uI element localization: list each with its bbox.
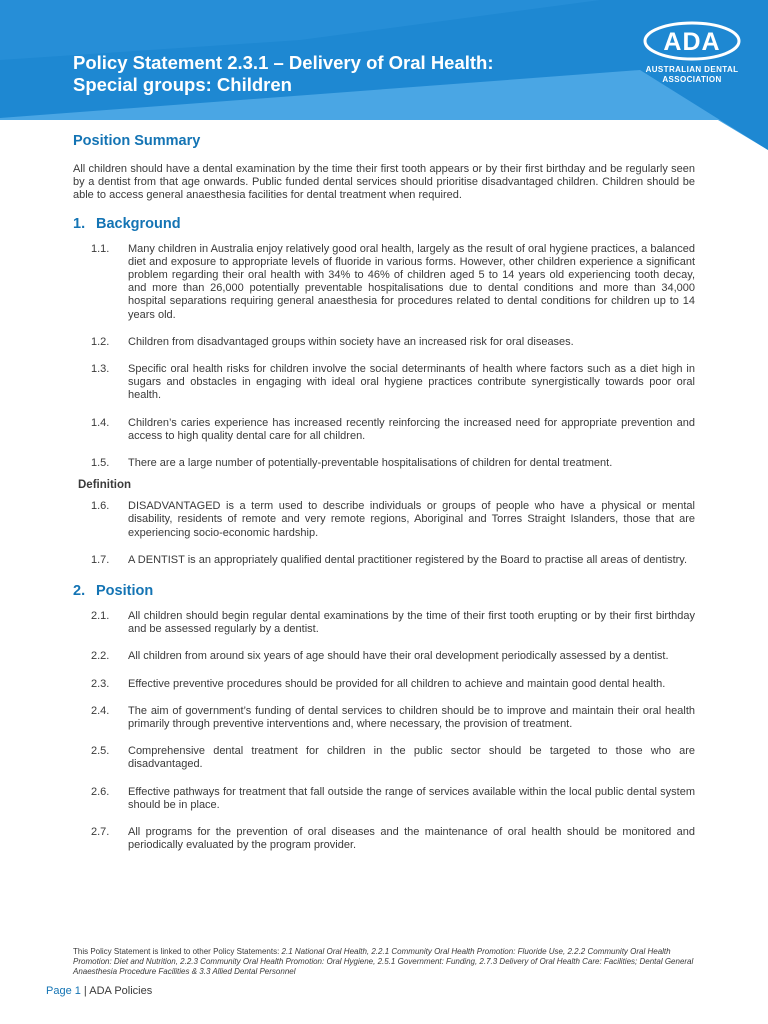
page-title [73,52,494,96]
position-heading [73,581,695,601]
list-item [73,336,695,349]
section-title: Background [96,215,181,232]
definition-heading: Definition [78,479,132,492]
ada-logo [636,20,748,84]
item-number: 2.5. [91,745,110,758]
item-number: 1.5. [91,457,110,470]
item-text: Specific oral health risks for children involve the social determinants of health where factors such as a diet high in sugars and obstacles in engaging with ideal oral hygiene practices contribute synergistically towards poor oral health. [128,363,695,402]
organisation-name-line-1: AUSTRALIAN DENTAL [645,65,739,74]
list-item [73,705,695,731]
list-item [73,650,695,663]
list-item [73,243,695,322]
list-item [73,610,695,636]
footer-separator: | [80,985,90,997]
item-number: 1.7. [91,553,110,566]
item-number: 2.7. [91,826,110,839]
item-number: 2.2. [91,650,110,663]
item-text: All children from around six years of age should have their oral development periodically assessed by a dentist. [128,650,669,663]
item-number: 1.3. [91,363,110,376]
list-item [73,745,695,771]
title-line-1: Policy Statement 2.3.1 – Delivery of Oral Health: [73,52,494,73]
footer-label: ADA Policies [89,985,153,997]
title-line-2: Special groups: Children [73,74,292,95]
item-number: 2.4. [91,704,110,717]
footnote-prefix: This Policy Statement is linked to other Policy Statements: [73,947,282,956]
logo-letters: ADA [663,28,721,56]
list-item [73,826,695,852]
organisation-name [636,65,748,84]
page-number: Page 1 [46,985,81,997]
footnote-linked-policies: 2.1 National Oral Health, 2.2.1 Community Oral Health Promotion: Fluoride Use, 2.2.2 Community Oral Health Promotion: Diet and Nutrition, 2.2.3 Community Oral Health Promotion: Oral Hygiene, 2.5.1 Government: Funding, 2.7.3 Delivery of Oral Health Care: Facilities; Dental General Anaesthesia Procedure Facilities & 3.3 Allied Dental Personnel [73,947,694,976]
item-number: 2.3. [91,677,110,690]
item-text: A DENTIST is an appropriately qualified dental practitioner registered by the Board to practise all areas of dentistry. [128,553,688,566]
background-heading [73,214,695,234]
ada-logo-mark [642,20,742,62]
list-item [73,417,695,443]
item-number: 2.1. [91,610,110,623]
item-text: Children’s caries experience has increased recently reinforcing the increased need for appropriate prevention and access to high quality dental care for all children. [128,416,695,442]
list-item [73,786,695,812]
item-text: Comprehensive dental treatment for children in the public sector should be targeted to those who are disadvantaged. [128,745,695,771]
section-number: 1. [73,215,86,232]
position-summary-text: All children should have a dental examination by the time their first tooth appears or by their first birthday and be regularly seen by a dentist from that age onwards. Public funded dental services should prioritise disadvantaged children. Children should be able to access general anaesthesia facilities for dental treatment when required. [73,163,695,202]
list-item [73,500,695,540]
item-number: 1.2. [91,335,110,348]
item-text: All programs for the prevention of oral diseases and the maintenance of oral health should be monitored and periodically evaluated by the program provider. [128,826,695,852]
list-item [73,363,695,403]
item-number: 2.6. [91,785,110,798]
item-number: 1.4. [91,416,110,429]
organisation-name-line-2: ASSOCIATION [662,74,722,84]
item-text: The aim of government’s funding of dental services to children should be to improve and maintain their oral health primarily through preventive interventions and, where necessary, the provision of treatment. [128,704,695,731]
section-number: 2. [73,583,86,600]
position-summary-heading: Position Summary [73,133,201,149]
item-number: 1.1. [91,242,110,255]
section-title: Position [96,583,154,600]
list-item [73,554,695,567]
linked-policies-footnote [73,947,698,977]
item-text: Children from disadvantaged groups within society have an increased risk for oral diseases. [128,335,574,348]
page-footer [46,985,152,997]
item-text: Effective pathways for treatment that fall outside the range of services available within the local public dental system should be in place. [128,785,695,811]
item-text: Effective preventive procedures should be provided for all children to achieve and maintain good dental health. [128,677,666,690]
list-item [73,457,695,470]
item-text: Many children in Australia enjoy relatively good oral health, largely as the result of oral hygiene practices, a balanced diet and exposure to appropriate levels of fluoride in various forms. However, other children experience a significant problem regarding their oral health with 34% to 46% of children aged 5 to 14 years old experiencing tooth decay, and more than 26,000 potentially preventable hospitalisations due to dental conditions and more than 34,000 hospital separations requiring general anaesthesia for procedures related to dental conditions for children up to 14 years old. [128,242,695,321]
item-text: There are a large number of potentially-preventable hospitalisations of children for dental treatment. [128,457,613,470]
item-text: All children should begin regular dental examinations by the time of their first tooth erupting or by their first birthday and be assessed regularly by a dentist. [128,610,695,636]
list-item [73,678,695,691]
item-number: 1.6. [91,500,110,513]
document-body [73,131,695,867]
item-text: DISADVANTAGED is a term used to describe individuals or groups of people who have a physical or mental disability, residents of remote and very remote regions, Aboriginal and Torres Straight Islanders, those that are experiencing socio-economic hardship. [128,500,695,539]
